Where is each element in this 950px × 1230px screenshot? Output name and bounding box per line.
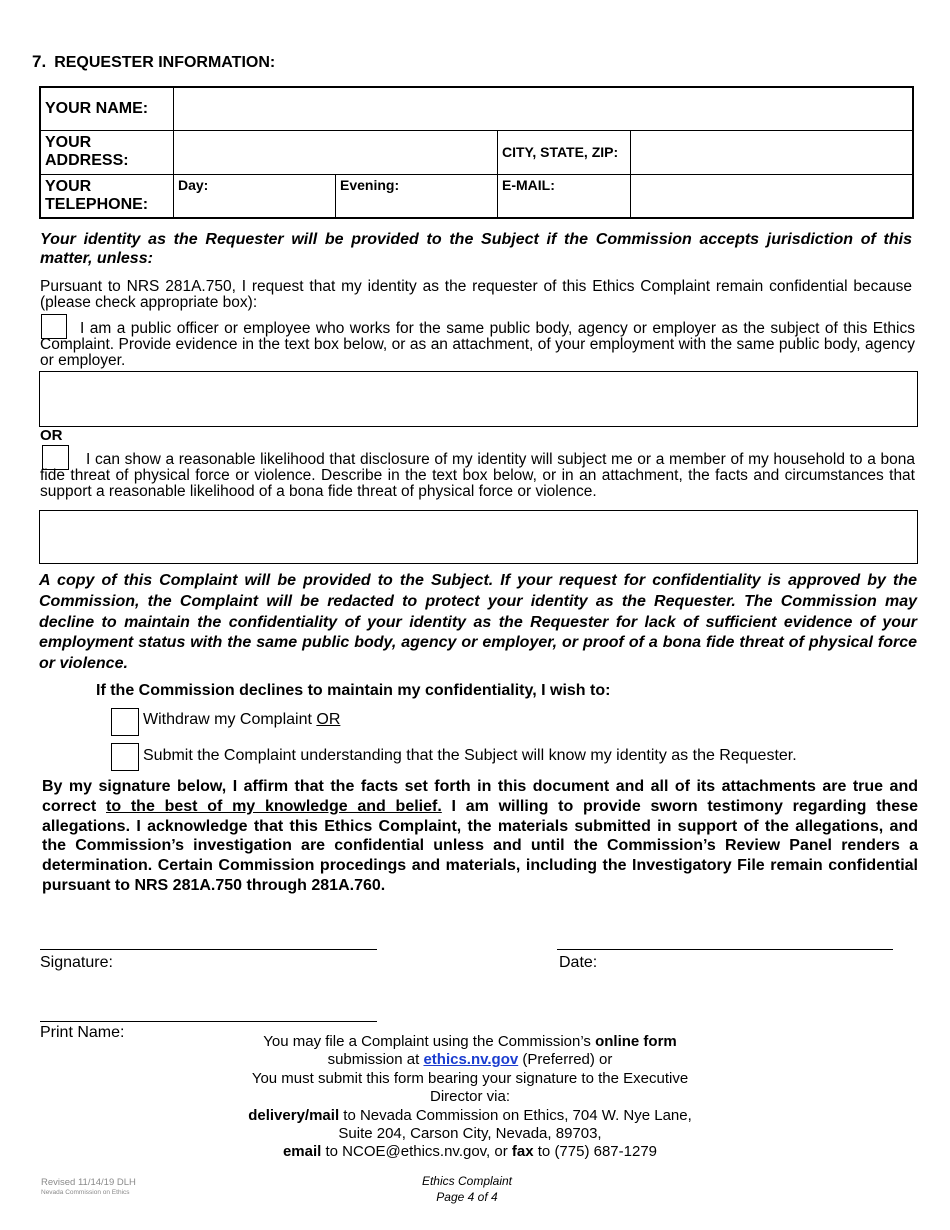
section-number: 7. [32, 52, 47, 71]
day-phone-field[interactable] [174, 174, 336, 218]
requester-info-table [39, 86, 914, 219]
date-label: Date: [559, 954, 598, 971]
withdraw-label: Withdraw my Complaint OR [143, 711, 341, 728]
day-label: Day: [178, 176, 209, 193]
page-number: Page 4 of 4 [436, 1190, 498, 1204]
submit-checkbox[interactable] [111, 743, 139, 771]
identity-notice: Your identity as the Requester will be provided to the Subject if the Commission accepts jurisdiction of this matter, unless: [40, 231, 912, 267]
submit-label: Submit the Complaint understanding that the Subject will know my identity as the Requester. [143, 747, 797, 764]
option1-text: I am a public officer or employee who works for the same public body, agency or employer as the subject of this Ethics Complaint. Provide evidence in the text box below, or as an attachment, of your employment with the same public body, agency or employer. [40, 320, 915, 369]
email-field[interactable] [631, 174, 914, 218]
evening-phone-field[interactable] [336, 174, 498, 218]
your-address-label: YOUR ADDRESS: [40, 130, 174, 174]
signature-line[interactable] [40, 949, 377, 950]
pursuant-text: Pursuant to NRS 281A.750, I request that my identity as the requester of this Ethics Complaint remain confidential because (please check appropriate box): [40, 278, 912, 311]
print-name-line[interactable] [40, 1021, 377, 1022]
print-name-label: Print Name: [40, 1024, 125, 1041]
section-title: REQUESTER INFORMATION: [54, 54, 276, 71]
city-state-zip-label: CITY, STATE, ZIP: [498, 130, 631, 174]
copy-notice: A copy of this Complaint will be provided to the Subject. If your request for confidentiality is approved by the Commission, the Complaint will be redacted to protect your identity as the Requester. The Commission may decline to maintain the confidentiality of your identity as the Requester for lack of sufficient evidence of your employment status with the same public body, agency or employer, or proof of a bona fide threat of physical force or violence. [39, 572, 917, 673]
email-label: E-MAIL: [498, 174, 631, 218]
option2-description-textbox[interactable] [39, 510, 918, 564]
your-address-field[interactable] [174, 130, 498, 174]
option2-text: I can show a reasonable likelihood that disclosure of my identity will subject me or a member of my household to a bona fide threat of physical force or violence. Describe in the text box below, or in an attachment, the facts and circumstances that support a reasonable likelihood of a bona fide threat of physical force or violence. [40, 451, 915, 500]
option1-evidence-textbox[interactable] [39, 371, 918, 427]
your-name-field[interactable] [174, 87, 914, 130]
section-heading [32, 52, 275, 72]
revision-note: Revised 11/14/19 DLH [41, 1177, 136, 1188]
or-label: OR [40, 427, 63, 444]
affirmation-text: By my signature below, I affirm that the facts set forth in this document and all of its attachments are true and correct to the best of my knowledge and belief. I am willing to provide sworn testimony regarding these allegations. I acknowledge that this Ethics Complaint, the materials submitted in support of the allegations, and the Commission’s investigation are confidential unless and until the Commission’s Review Panel renders a determination. Certain Commission procedings and materials, including the Investigatory File remain confidential pursuant to NRS 281A.750 through 281A.760. [42, 778, 919, 894]
signature-label: Signature: [40, 954, 113, 971]
evening-label: Evening: [340, 176, 400, 193]
date-line[interactable] [557, 949, 893, 950]
submission-instructions: You may file a Complaint using the Commission’s online form submission at ethics.nv.gov (Preferred) or You must submit this form bearing your signature to the Executive Director via: delivery/mail to Nevada Commission on Ethics, 704 W. Nye Lane, Suite 204, Carson City, Nevada, 89703, email to NCOE@ethics.nv.gov, or fax to (775) 687-1279 [248, 1033, 692, 1161]
page-footer [367, 1173, 567, 1205]
document-title: Ethics Complaint [421, 1174, 513, 1188]
your-name-label: YOUR NAME: [40, 87, 174, 130]
declines-heading: If the Commission declines to maintain my confidentiality, I wish to: [96, 682, 611, 699]
withdraw-checkbox[interactable] [111, 708, 139, 736]
org-name-small: Nevada Commission on Ethics [41, 1189, 130, 1196]
your-telephone-label: YOUR TELEPHONE: [40, 174, 174, 218]
city-state-zip-field[interactable] [631, 130, 914, 174]
ethics-website-link[interactable]: ethics.nv.gov [423, 1051, 519, 1069]
